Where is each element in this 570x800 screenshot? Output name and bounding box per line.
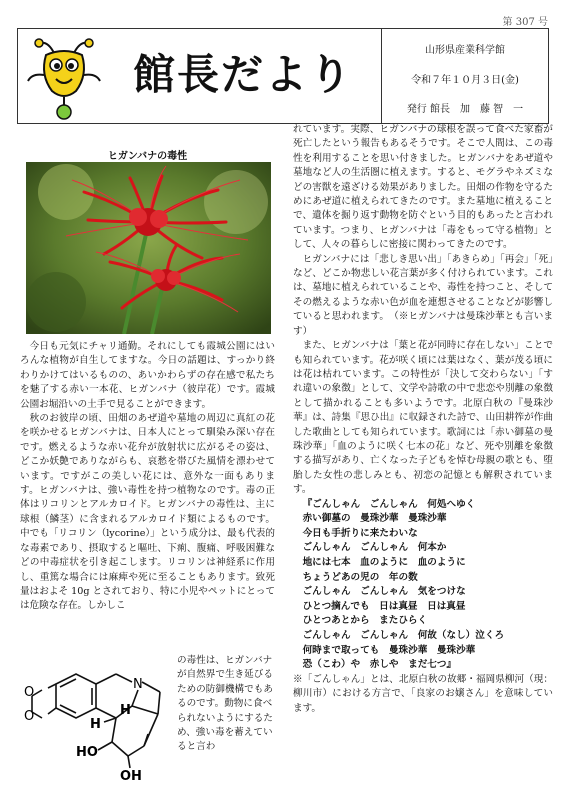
nitrogen-label: N: [133, 677, 143, 692]
lycorine-structure-diagram: [20, 660, 175, 785]
wrap-text: の毒性は、ヒガンバナが自然界で生き延びるための防御機構でもあるのです。動物に食べられないようにするため、強い毒を蓄えていると言わ: [177, 655, 273, 753]
poem-line: 何時まで取っても 曼珠沙華 曼珠沙華: [302, 644, 476, 656]
paragraph: 今日も元気にチャリ通勤。それにしても霞城公園にはいろんな植物が自生してますな。今日の話題は、すっかり終わりかけてはいるものの、あいかわらずの存在感で私たちを魅了する赤い一本花、ヒガンバナ（彼岸花）です。霞城公園お堀沿いの土手で見ることができます。: [20, 341, 275, 410]
footnote: ※「ごんしゃん」とは、北原白秋の故郷・福岡県柳河（現：柳川市）における方言で、「良家のお嬢さん」を意味しています。: [293, 673, 553, 714]
hydrogen-label-1: H: [90, 717, 101, 732]
newsletter-title: 館長だより: [133, 50, 354, 99]
poem-line: ごんしゃん ごんしゃん 何本か: [302, 542, 447, 554]
poem-line: 今日も手折りに来たわいな: [302, 527, 418, 539]
paragraph: ヒガンバナには「悲しき思い出」「あきらめ」「再会」「死」など、どこか物悲しい花言葉が多く付けられています。これは、墓地に植えられていることや、毒性を持つこと、そしてその燃えるような赤い色が血を連想させることなどが影響していると思われます。 （※ヒガンバナは曼珠沙華とも言います）: [293, 253, 553, 337]
higanbana-photo: [26, 162, 271, 334]
poem-line: ひとつ摘んでも 日は真昼 日は真昼: [302, 600, 466, 612]
poem-line: 『ごんしゃん ごんしゃん 何処へゆく: [302, 498, 476, 510]
issue-number: 第 307 号: [502, 17, 548, 28]
poem-line: ごんしゃん ごんしゃん 気をつけな: [302, 586, 466, 598]
hydroxyl-label-1: HO: [76, 745, 98, 760]
poem-line: ひとつあとから またひらく: [302, 615, 428, 627]
hydroxyl-label-2: OH: [120, 769, 142, 784]
paragraph: れています。実際、ヒガンバナの球根を誤って食べた家畜が死亡したという報告もあるそうです。そこで人間は、この毒性を利用することを思い付きました。ヒガンバナをあぜ道や墓地など人の生活圏に植えます。すると、モグラやネズミなどの害獣を遠ざける効果がありました。田畑の作物を守るためにあぜ道に植えられてきたのです。また墓地に植えることで、遺体を掘り返す動物を防ぐという目的もあったと言われています。つまり、ヒガンバナは「毒をもって守る植物」として、人々の暮らしに密接に関わってきたのです。: [293, 124, 553, 251]
oxygen-label-2: O: [24, 709, 35, 724]
left-column: [20, 340, 275, 614]
article-title: ヒガンバナの毒性: [107, 151, 188, 162]
issue-date: 令和７年１０月３日(金): [411, 75, 519, 86]
poem-block: [293, 498, 553, 673]
poem-line: 地には七本 血のように 血のように: [302, 556, 466, 568]
poem-line: ちょうどあの児の 年の数: [302, 571, 418, 583]
poem-line: 赤い御墓の 曼珠沙華 曼珠沙華: [302, 513, 447, 525]
paragraph: 秋のお彼岸の頃、田畑のあぜ道や墓地の周辺に真紅の花を咲かせるヒガンバナは、日本人にとって馴染み深い存在です。燃えるような赤い花弁が放射状に広がるその姿は、どこか妖艶でありながらも、哀愁を帯びた風情を漂わせています。ですがこの美しい花には、意外な一面もあります。ヒガンバナは、強い毒性を持つ植物なのです。毒の正体はリコリンとアルカロイド。ヒガンバナの毒性は、主に球根（鱗茎）に含まれるアルカロイド類によるものです。中でも「リコリン（lycorine）」という成分は、最も代表的な毒素であり、摂取すると嘔吐、下痢、腹痛、呼吸困難などの中毒症状を引き起こします。リコリンは神経系に作用し、重篤な場合には麻痺や死に至ることもあります。致死量はおよそ 10g とされており、特に小児やペットにとっては危険な存在。しかしこ: [20, 413, 275, 612]
right-column: [293, 123, 553, 716]
oxygen-label-1: O: [24, 685, 35, 700]
paragraph: また、ヒガンバナは「葉と花が同時に存在しない」ことでも知られています。花が咲く頃には葉はなく、葉が茂る頃には花は枯れています。この特性が「決して交わらない」「すれ違いの象徴」として、文学や詩歌の中で悲恋や別離の象徴として描かれることも多いようです。北原白秋の『曼珠沙華』は、詩集『思ひ出』に収録された詩で、山田耕筰が作曲した歌曲としても知られています。歌詞には「赤い御墓の曼珠沙華」「血のように咲く七本の花」など、死や別離を象徴する描写があり、亡くなった子どもを悼む母親の歌とも、堕胎した女性の悲しみとも、初恋の記憶とも解釈されています。: [293, 340, 553, 496]
poem-line: ごんしゃん ごんしゃん 何故（なし）泣くろ: [302, 629, 505, 641]
publisher-line: 発行 館長 加 藤 智 一: [406, 104, 524, 115]
organization-name: 山形県産業科学館: [425, 45, 505, 56]
header-box: [17, 28, 549, 124]
poem-line: 恐（こわ）や 赤しや まだ七つ』: [302, 659, 457, 671]
mascot-icon: [24, 35, 104, 121]
hydrogen-label-2: H: [120, 703, 131, 718]
